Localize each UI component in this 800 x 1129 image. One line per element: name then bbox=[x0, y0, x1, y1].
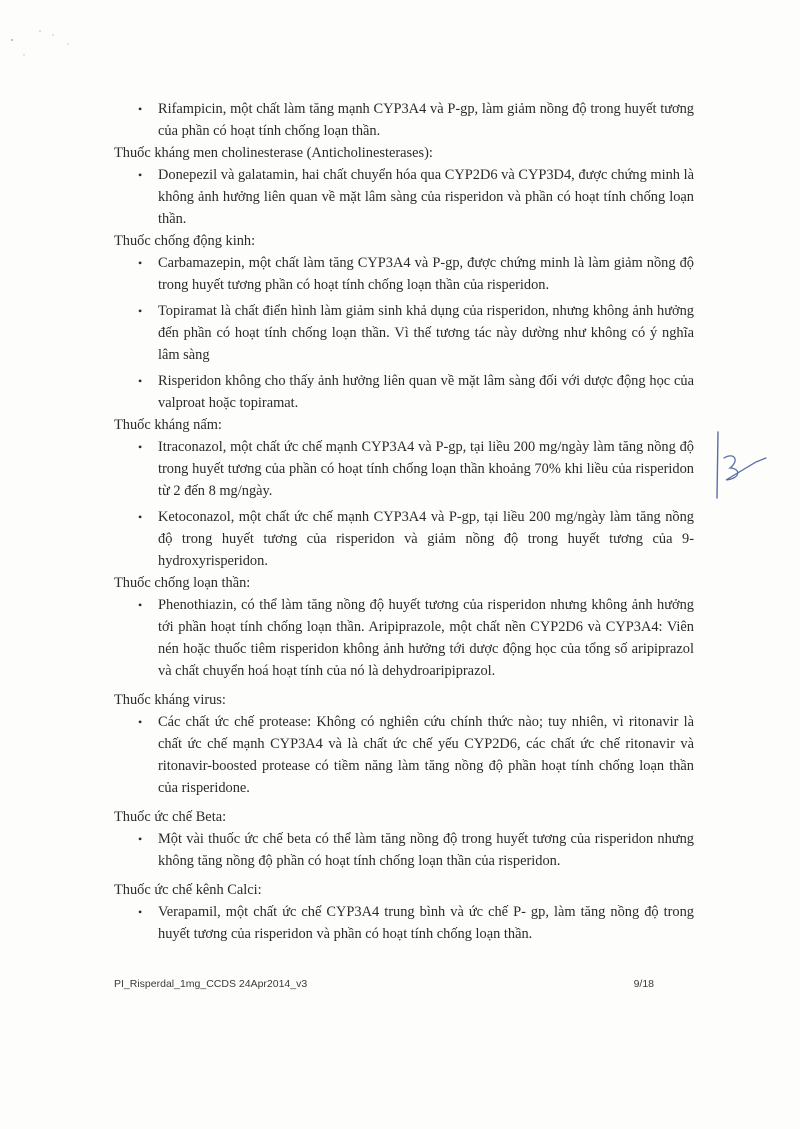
section-heading: Thuốc chống loạn thần: bbox=[114, 575, 251, 591]
list-item bbox=[138, 300, 694, 366]
page-number: 9/18 bbox=[633, 978, 654, 990]
list-item bbox=[138, 98, 694, 142]
bullet-list bbox=[138, 252, 694, 414]
list-item-text: Risperidon không cho thấy ảnh hưởng liên quan về mặt lâm sàng đối với dược động học của valproat hoặc topiramat. bbox=[158, 373, 694, 411]
section-heading: Thuốc ức chế Beta: bbox=[114, 809, 227, 825]
list-item bbox=[138, 370, 694, 414]
bullet-icon: • bbox=[138, 832, 143, 846]
bullet-list bbox=[138, 711, 694, 799]
bullet-list bbox=[138, 164, 694, 230]
bullet-list bbox=[138, 594, 694, 682]
list-item-text: Một vài thuốc ức chế beta có thể làm tăng nồng độ trong huyết tương của risperidon nhưng không tăng nồng độ phần có hoạt tính chống loạn thần của risperidon. bbox=[158, 831, 694, 869]
list-item-text: Các chất ức chế protease: Không có nghiên cứu chính thức nào; tuy nhiên, vì ritonavir là chất ức chế mạnh CYP3A4 và là chất ức chế yếu CYP2D6, các chất ức chế ritonavir và ritonavir-boosted protease có tiềm năng làm tăng nồng độ phần hoạt tính chống loạn thần của risperidone. bbox=[158, 714, 694, 796]
handwritten-initials bbox=[712, 428, 768, 500]
bullet-list bbox=[138, 828, 694, 872]
bullet-list bbox=[138, 98, 694, 142]
list-item bbox=[138, 436, 694, 502]
list-item-text: Carbamazepin, một chất làm tăng CYP3A4 và P-gp, được chứng minh là làm giảm nồng độ trong huyết tương phần có hoạt tính chống loạn thần của risperidon. bbox=[158, 255, 694, 293]
bullet-icon: • bbox=[138, 510, 143, 524]
list-item bbox=[138, 828, 694, 872]
bullet-icon: • bbox=[138, 598, 143, 612]
list-item bbox=[138, 901, 694, 945]
list-item-text: Donepezil và galatamin, hai chất chuyển hóa qua CYP2D6 và CYP3D4, được chứng minh là không ảnh hưởng liên quan về mặt lâm sàng của risperidon và phần có hoạt tính chống loạn thần. bbox=[158, 167, 694, 227]
bullet-icon: • bbox=[138, 715, 143, 729]
scan-speckles bbox=[0, 0, 90, 70]
list-item bbox=[138, 594, 694, 682]
bullet-icon: • bbox=[138, 168, 143, 182]
bullet-icon: • bbox=[138, 256, 143, 270]
bullet-icon: • bbox=[138, 304, 143, 318]
section-heading: Thuốc kháng virus: bbox=[114, 692, 226, 708]
list-item bbox=[138, 164, 694, 230]
bullet-list bbox=[138, 901, 694, 945]
bullet-icon: • bbox=[138, 440, 143, 454]
document-id: PI_Risperdal_1mg_CCDS 24Apr2014_v3 bbox=[114, 978, 308, 990]
section-heading: Thuốc ức chế kênh Calci: bbox=[114, 882, 262, 898]
list-item-text: Topiramat là chất điển hình làm giảm sinh khả dụng của risperidon, nhưng không ảnh hưởng đến phần có hoạt tính chống loạn thần. Vì thế tương tác này dường như không có ý nghĩa lâm sàng bbox=[158, 303, 694, 363]
section-heading: Thuốc chống động kinh: bbox=[114, 233, 256, 249]
list-item-text: Rifampicin, một chất làm tăng mạnh CYP3A4 và P-gp, làm giảm nồng độ trong huyết tương của phần có hoạt tính chống loạn thần. bbox=[158, 101, 694, 139]
section-heading: Thuốc kháng nấm: bbox=[114, 417, 222, 433]
bullet-list bbox=[138, 436, 694, 572]
list-item-text: Ketoconazol, một chất ức chế mạnh CYP3A4 và P-gp, tại liều 200 mg/ngày làm tăng nồng độ trong huyết tương của risperidon và giảm nồng độ trong huyết tương của 9-hydroxyrisperidon. bbox=[158, 509, 694, 569]
list-item bbox=[138, 252, 694, 296]
list-item bbox=[138, 506, 694, 572]
list-item-text: Phenothiazin, có thể làm tăng nồng độ huyết tương của risperidon nhưng không ảnh hưởng tới phần hoạt tính chống loạn thần. Aripiprazole, một chất nền CYP2D6 và CYP3A4: Viên nén hoặc thuốc tiêm risperidon không ảnh hưởng tới dược động học của tổng số aripiprazol và chất chuyển hoá hoạt tính của nó là dehydroaripiprazol. bbox=[158, 597, 694, 679]
bullet-icon: • bbox=[138, 102, 143, 116]
bullet-icon: • bbox=[138, 374, 143, 388]
list-item bbox=[138, 711, 694, 799]
section-heading: Thuốc kháng men cholinesterase (Anticholinesterases): bbox=[114, 145, 433, 161]
list-item-text: Verapamil, một chất ức chế CYP3A4 trung bình và ức chế P- gp, làm tăng nồng độ trong huyết tương của risperidon và phần có hoạt tính chống loạn thần. bbox=[158, 904, 694, 942]
document-body bbox=[114, 98, 694, 945]
list-item-text: Itraconazol, một chất ức chế mạnh CYP3A4 và P-gp, tại liều 200 mg/ngày làm tăng nồng độ trong huyết tương của phần có hoạt tính chống loạn thần khoảng 70% khi liều của risperidon từ 2 đến 8 mg/ngày. bbox=[158, 439, 694, 499]
bullet-icon: • bbox=[138, 905, 143, 919]
